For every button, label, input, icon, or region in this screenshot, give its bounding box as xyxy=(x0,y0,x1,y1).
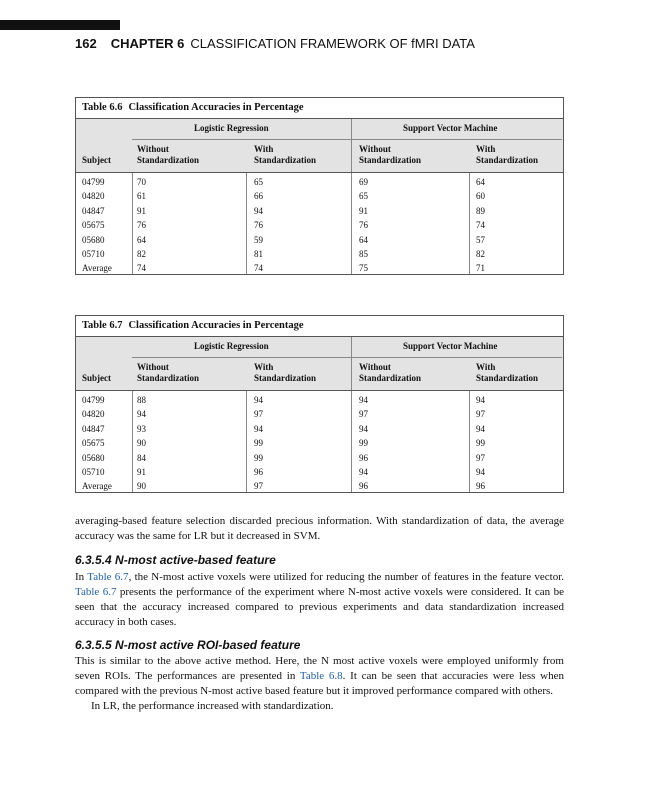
chapter-label: CHAPTER 6 xyxy=(110,36,185,51)
table-reference-link[interactable]: Table 6.8 xyxy=(299,670,343,682)
section-heading-6-3-5-4: 6.3.5.4 N-most active-based feature xyxy=(75,553,276,567)
paragraph: This is similar to the above active method. Here, the N most active voxels were employed uniformly from seven ROIs. The performances are presented in Table 6.8. It can be seen that accuracies were less when compared with the previous N-most active based feature but it improved performance compared with others. In LR, the performance increased with standardization. xyxy=(75,655,564,712)
table-caption xyxy=(76,316,563,336)
col-header-lr-without: Without Standardization xyxy=(137,144,200,165)
table-body xyxy=(76,391,563,492)
col-header-subject: Subject xyxy=(82,155,111,165)
table-row: 04820 61 66 65 60 xyxy=(82,191,485,202)
table-row: Average 74 74 75 71 xyxy=(82,263,485,274)
table-row: 04847 93 94 94 94 xyxy=(82,423,485,434)
paragraph: In Table 6.7, the N-most active voxels were utilized for reducing the number of features in the feature vector. Table 6.7 presents the performance of the experiment where N-most active voxels were considered. It can be seen that the accuracy increased compared to previous experiments and data standardization increased accuracy in both cases. xyxy=(75,571,564,628)
group-divider xyxy=(132,139,562,140)
col-header-svm-without: Without Standardization xyxy=(359,144,422,165)
table-header xyxy=(76,118,563,173)
table-row: 05710 82 81 85 82 xyxy=(82,249,485,259)
table-row: 04799 88 94 94 94 xyxy=(82,395,485,405)
col-header-lr-with: With Standardization xyxy=(254,144,317,165)
group-header-svm: Support Vector Machine xyxy=(403,123,498,133)
table-row: 05675 90 99 99 99 xyxy=(82,438,485,449)
column-divider xyxy=(351,337,352,390)
table-6-7 xyxy=(75,315,564,493)
running-header xyxy=(75,36,475,51)
table-caption xyxy=(76,98,563,118)
table-number: Table 6.7 xyxy=(82,320,123,331)
indented-paragraph: In LR, the performance increased with standardization. xyxy=(91,700,334,712)
group-divider xyxy=(132,357,562,358)
section-heading-6-3-5-5: 6.3.5.5 N-most active ROI-based feature xyxy=(75,638,301,652)
table-header xyxy=(76,336,563,391)
group-header-lr: Logistic Regression xyxy=(194,341,269,351)
table-row: 04799 70 65 69 64 xyxy=(82,177,485,187)
table-reference-link[interactable]: Table 6.7 xyxy=(75,586,117,598)
col-header-lr-without: Without Standardization xyxy=(137,362,200,383)
table-title: Classification Accuracies in Percentage xyxy=(128,102,304,113)
table-body xyxy=(76,173,563,274)
page-number: 162 xyxy=(75,36,97,51)
table-row: 05675 76 76 76 74 xyxy=(82,220,485,231)
chapter-title: CLASSIFICATION FRAMEWORK OF fMRI DATA xyxy=(190,36,475,51)
table-title: Classification Accuracies in Percentage xyxy=(128,320,304,331)
table-number: Table 6.6 xyxy=(82,102,123,113)
table-row: 05710 91 96 94 94 xyxy=(82,467,485,477)
group-header-lr: Logistic Regression xyxy=(194,123,269,133)
group-header-svm: Support Vector Machine xyxy=(403,341,498,351)
column-divider xyxy=(351,119,352,172)
col-header-svm-with: With Standardization xyxy=(476,144,539,165)
table-row: 04820 94 97 97 97 xyxy=(82,409,485,420)
table-6-6 xyxy=(75,97,564,275)
top-rule xyxy=(0,20,120,30)
table-row: 05680 84 99 96 97 xyxy=(82,452,485,463)
col-header-lr-with: With Standardization xyxy=(254,362,317,383)
col-header-svm-without: Without Standardization xyxy=(359,362,422,383)
col-header-svm-with: With Standardization xyxy=(476,362,539,383)
col-header-subject: Subject xyxy=(82,373,111,383)
table-row: 05680 64 59 64 57 xyxy=(82,234,485,245)
paragraph: averaging-based feature selection discarded precious information. With standardization of data, the average accuracy was the same for LR but it decreased in SVM. xyxy=(75,515,564,542)
table-row: Average 90 97 96 96 xyxy=(82,481,485,492)
table-reference-link[interactable]: Table 6.7 xyxy=(87,571,129,583)
table-row: 04847 91 94 91 89 xyxy=(82,205,485,216)
